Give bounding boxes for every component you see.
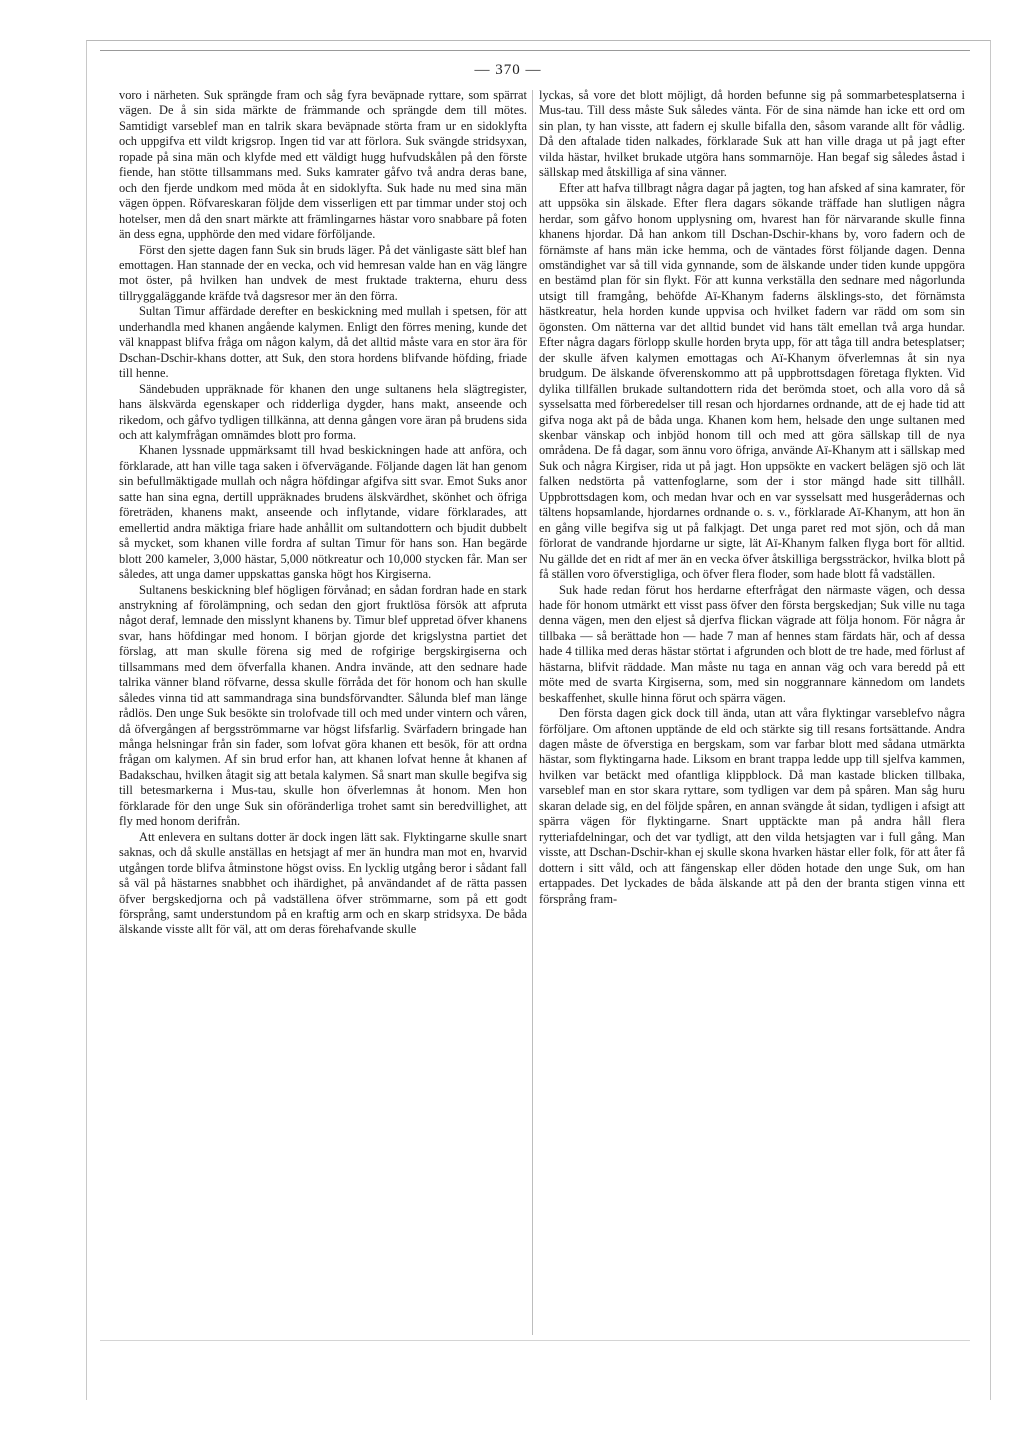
paragraph: Sändebuden uppräknade för khanen den unge sultanens hela slägtregister, hans älskvärda egenskaper och ridderliga dygder, hans makt, anseende och rikedom, och gåfvo tydligen tillkänna, att denna gången vore äran på brudens sida och att kalymfrågan omnämdes blott pro forma. [119, 381, 527, 442]
bottom-rule [100, 1340, 970, 1341]
paragraph: Suk hade redan förut hos herdarne efterfrågat den närmaste vägen, och dessa hade för honom utmärkt ett visst pass öfver den första bergskedjan; Suk ville nu taga denna vägen, men den eljest så djerfva flickan vägrade att följa honom. För några år tillbaka — så berättade hon — hade 7 man af hennes stam färdats här, och af dessa hade 4 tillika med deras hästar störtat i afgrunden och blott de tre hade, med förlust af hästarna, blifvit räddade. Man måste nu taga en annan väg och vara beredd på ett möte med de svarta Kirgiserna, som, med sin noggrannare kännedom om landets beskaffenhet, skulle hinna förut och spärra vägen. [539, 582, 965, 705]
paragraph: voro i närheten. Suk sprängde fram och såg fyra beväpnade ryttare, som spärrat vägen. De å sin sida märkte de främmande och sprängde dem till mötes. Samtidigt varseblef man en talrik skara beväpnade störta fram ur en sidoklyfta och uppgifva ett vildt krigsrop. Ingen tid var att förlora. Suk svängde stridsyxan, ropade på sina män och klyfde med ett väldigt hugg hufvudskålen på den förste fiende, han stötte tillsammans med. Suks kamrater gåfvo två andra deras bane, och den fjerde undkom med möda åt en sidoklyfta. Suk hade nu med sina män vägen öppen. Röfvareskaran följde dem visserligen ett par timmar under stoj och hotelser, men då den snart märkte att främlingarnes hästar voro snabbare på foten än dess egna, upphörde den med vidare förföljande. [119, 88, 527, 242]
left-column [119, 88, 527, 938]
paragraph: Sultan Timur affärdade derefter en beskickning med mullah i spetsen, för att underhandla med khanen angående kalymen. Enligt den förres mening, kunde det väl knappast blifva fråga om någon kalym, då det alltid måste vara en stor ära för Dschan-Dschir-khans dotter, att Suk, den stora hordens blifvande höfding, friade till henne. [119, 304, 527, 381]
paragraph: Khanen lyssnade uppmärksamt till hvad beskickningen hade att anföra, och förklarade, att han ville taga saken i öfvervägande. Följande dagen lät han genom sin befullmäktigade mullah och några höfdingar afgifva sitt svar. Emot Suks anor satte han sina egna, dertill uppräknades brudens älskvärdhet, skönhet och öfriga företräden, khanens makt, anseende och inflytande, vidare förklarades, att emellertid andra mäktiga friare hade anhållit om sultandottern och bjudit dubbelt så mycket, som khanen ville fordra af sultan Timur för hans son. Han begärde blott 200 kameler, 3,000 hästar, 5,000 nötkreatur och 10,000 stycken får. Man ser således, att unga damer uppskattas ganska högt hos Kirgiserna. [119, 443, 527, 582]
top-rule [100, 50, 970, 51]
paragraph: Efter att hafva tillbragt några dagar på jagten, tog han afsked af sina kamrater, för att uppsöka sin älskade. Efter flera dagars sökande träffade han slutligen några herdar, som gåfvo honom upplysning om, hvarest han för närvarande skulle finna khanens hjordar. Då han ankom till Dschan-Dschir-khans by, voro fadern och de förnämste af hans män icke hemma, och de väntades först följande dagen. Denna omständighet var så till vida gynnande, som de älskande under tiden kunde uppgöra en bestämd plan för sin flykt. För att kunna verkställa den sednare med någorlunda utsigt till framgång, behöfde Aï-Khanym faderns älsklings-sto, det förnämsta hästkreatur, hela horden kunde uppvisa och hvilket fadern var rädd om som sin ögonsten. Om nätterna var det alltid bundet vid hans tält emellan två arga hundar. Efter några dagars förlopp skulle horden bryta upp, för att tåga till andra betesplatser; der skulle äfven kalymen emottagas och Aï-Khanym öfverlemnas åt sin nya brudgum. De älskande öfverenskommo att på uppbrottsdagen företaga flykten. Vid dylika tillfällen brukade sultandottern rida det berömda stoet, och alla voro då så sysselsatta med förberedelser till resan och hjordarnes ordnande, att de ej hade tid att gifva noga akt på de båda unga. Khanen kom hem, helsade den unge sultanen med skenbar vänskap och inbjöd honom till och med att göra sällskap till de nya områdena. De få dagar, som ännu voro öfriga, använde Aï-Khanym att i sällskap med Suk och några Kirgiser, rida ut på jagt. Hon uppsökte en vackert belägen sjö och lät falken nedstörta på vattenfoglarne, som der i stor mängd hade sitt tillhåll. Uppbrottsdagen kom, och medan hvar och en var sysselsatt med husgerådernas och tältens hopsamlande, hjordarnes ordnande o. s. v., förklarade Aï-Khanym, att hon än en gång ville begifva sig ut på falkjagt. Det unga paret red mot sjön, och då man förlorat de vandrande hjordarne ur sigte, lät Aï-Khanym falken flyga bort för alltid. Nu gällde det en ridt af mer än en vecka öfver åtskilliga bergssträckor, hvilka blott på få ställen voro öfverstigliga, och öfver flera floder, som hade blott få vadställen. [539, 180, 965, 582]
column-divider [532, 90, 533, 1335]
paragraph: Att enlevera en sultans dotter är dock ingen lätt sak. Flyktingarne skulle snart saknas, och då skulle anställas en hetsjagt af mer än hundra man mot en, hvarvid utgången torde blifva åtminstone högst oviss. En lycklig utgång beror i sådant fall så väl på hästarnes snabbhet och ihärdighet, på användandet af de rätta passen öfver bergskedjorna och på vadställena öfver strömmarne, som på ett godt försprång, samt understundom på en kraftig arm och en skarp stridsyxa. De båda älskande visste allt för väl, att om deras förehafvande skulle [119, 829, 527, 937]
paragraph: Först den sjette dagen fann Suk sin bruds läger. På det vänligaste sätt blef han emottagen. Han stannade der en vecka, och vid hemresan valde han en väg längre mot öster, på hvilken han undvek de mest fruktade trakterna, ehuru dess tillryggaläggande kräfde två dagsresor mer än den förra. [119, 242, 527, 303]
paragraph: Sultanens beskickning blef högligen förvånad; en sådan fordran hade en stark anstrykning af förolämpning, och sedan den gjort fruktlösa försök att afpruta något deraf, lemnade den misslynt khanens by. Timur blef uppretad öfver khanens svar, hans höfdingar med honom. I början gjorde det krigslystna partiet det förslag, att man skulle förena sig med de rofgirige bergskirgiserna och tillsammans med dem öfverfalla khanen. Andra invände, att den sednare hade talrika vänner bland röfvarne, dessa skulle förråda det för honom och han skulle således vinna tid att sammandraga sina bundsförvandter. Sålunda blef man länge rådlös. Den unge Suk besökte sin trolofvade till och med under vintern och våren, då öfvergången af bergsströmmarne var högst lifsfarlig. Svärfadern bringade han många helsningar från sin fader, som lofvat göra khanen ett besök, för att ordna frågan om kalymen. Af sin brud erfor han, att khanen lofvat henne åt khanen af Badakschau, hvilken åtagit sig att betala kalymen. Så snart man skulle begifva sig till betesmarkerna i Mus-tau, skulle hon öfverlemnas åt honom. Men hon förklarade för den unge Suk sin oföränderliga trohet samt sin beredvillighet, att fly med honom derifrån. [119, 582, 527, 829]
right-column [539, 88, 965, 907]
paragraph: Den första dagen gick dock till ända, utan att våra flyktingar varseblefvo några förföljare. Om aftonen upptände de eld och stärkte sig till resans fortsättande. Andra dagen måste de öfverstiga en bergskam, som var farbar blott med sådana utmärkta hästar, som flyktingarna hade. Liksom en brant trappa ledde upp till sjelfva kammen, hvilken var betäckt med ofantliga klippblock. Då man kastade blicken tillbaka, varseblef man en stor skara ryttare, som tydligen var dem på spåren. Man såg huru skaran delade sig, en del följde spåren, en annan svängde åt sidan, tydligen i afsigt att spärra vägen för flyktingarne. Snart upptäckte man på andra håll flera rytteriafdelningar, och det var tydligt, att den vilda hetsjagten var i full gång. Man visste, att Dschan-Dschir-khan ej skulle skona hvarken hästar eller folk, för att åter få dottern i sitt våld, och att fängenskap eller döden hotade den unge Suk, om han ertappades. Det lyckades de båda älskande att på den der branta stigen vinna ett försprång fram- [539, 706, 965, 906]
paragraph: lyckas, så vore det blott möjligt, då horden befunne sig på sommarbetesplatserna i Mus-tau. Till dess måste Suk således vänta. För de sina nämde han icke ett ord om sin plan, ty han visste, att fadern ej skulle bifalla den, såsom varande allt för vådlig. Då den aftalade tiden nalkades, förklarade Suk att han ville draga ut på jagt efter vilda hästar, hvilket brukade utgöra hans sommarnöje. Han begaf sig således åstad i sällskap med åtskilliga af sina vänner. [539, 88, 965, 180]
page-number: — 370 — [474, 62, 542, 78]
